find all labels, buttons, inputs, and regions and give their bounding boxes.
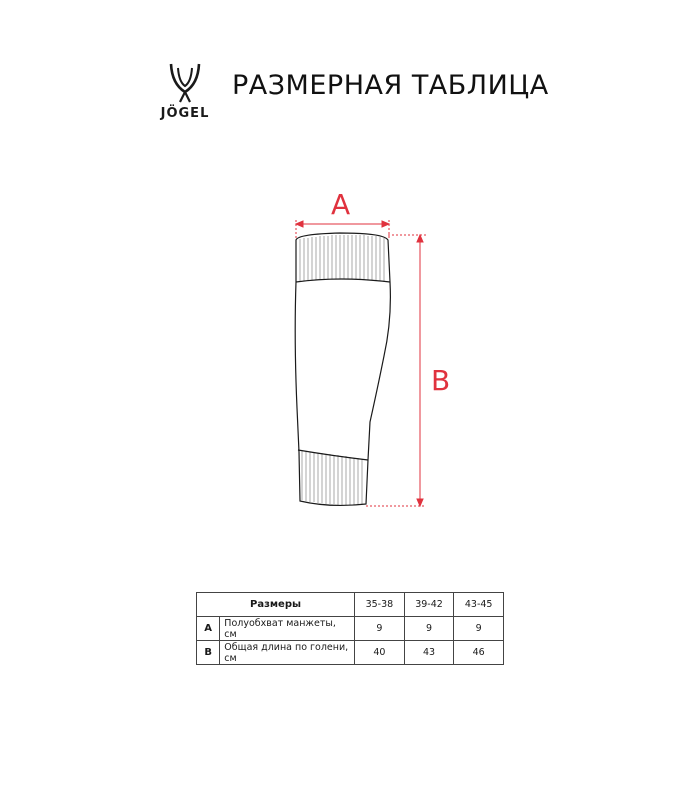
size-column-header: 43-45 [454,593,504,617]
table-row [197,617,504,641]
size-table-header [197,593,504,617]
bottom-cuff-ribbing [302,451,362,505]
dimension-a-label: A [331,188,351,221]
dimension-b-line [366,235,426,506]
row-key: B [197,641,220,665]
size-column-header: 35-38 [355,593,405,617]
table-cell: 43 [404,641,454,665]
row-description: Общая длина по голени, см [220,641,355,665]
table-cell: 9 [454,617,504,641]
page-title: РАЗМЕРНАЯ ТАБЛИЦА [232,70,549,101]
brand-name: JÖGEL [160,106,210,121]
top-cuff-ribbing [300,235,384,282]
table-cell: 9 [404,617,454,641]
row-description: Полуобхват манжеты, см [220,617,355,641]
sizes-header: Размеры [197,593,355,617]
table-cell: 9 [355,617,405,641]
dimension-b-label: B [431,364,451,397]
table-cell: 40 [355,641,405,665]
size-table [196,592,504,665]
size-column-header: 39-42 [404,593,454,617]
table-row [197,641,504,665]
dimension-a-line [296,220,389,240]
table-cell: 46 [454,641,504,665]
row-key: A [197,617,220,641]
